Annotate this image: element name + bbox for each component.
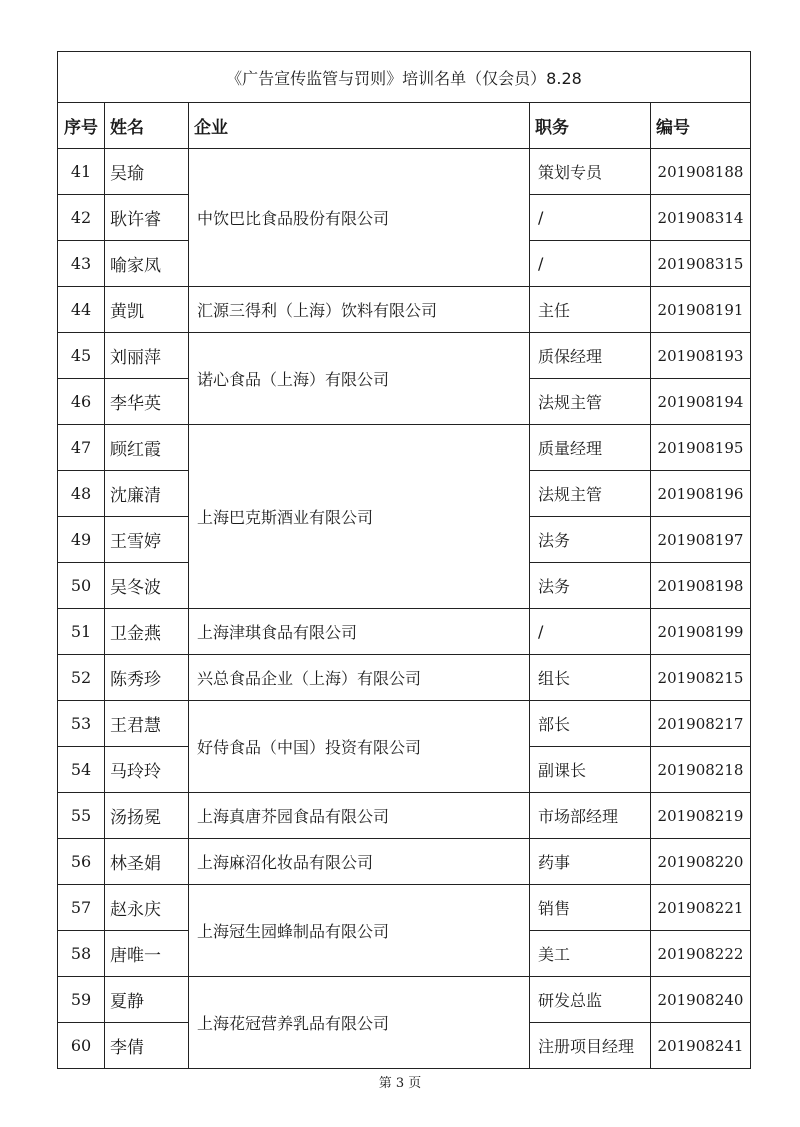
header-row bbox=[58, 103, 751, 149]
member-code: 201908199 bbox=[651, 609, 751, 655]
member-code: 201908315 bbox=[651, 241, 751, 287]
person-name: 黄凯 bbox=[105, 287, 189, 333]
header-no: 序号 bbox=[58, 103, 105, 149]
header-position: 职务 bbox=[530, 103, 651, 149]
table-row bbox=[58, 333, 751, 379]
page-number: 第 3 页 bbox=[378, 1076, 422, 1091]
member-code: 201908218 bbox=[651, 747, 751, 793]
table-title: 《广告宣传监管与罚则》培训名单（仅会员）8.28 bbox=[58, 52, 751, 103]
title-row bbox=[58, 52, 751, 103]
table-row bbox=[58, 609, 751, 655]
job-position: / bbox=[530, 195, 651, 241]
member-code: 201908215 bbox=[651, 655, 751, 701]
member-code: 201908240 bbox=[651, 977, 751, 1023]
member-code: 201908314 bbox=[651, 195, 751, 241]
member-code: 201908198 bbox=[651, 563, 751, 609]
table-row bbox=[58, 977, 751, 1023]
member-code: 201908221 bbox=[651, 885, 751, 931]
person-name: 喻家凤 bbox=[105, 241, 189, 287]
row-number: 57 bbox=[58, 885, 105, 931]
member-code: 201908241 bbox=[651, 1023, 751, 1069]
job-position: 销售 bbox=[530, 885, 651, 931]
row-number: 49 bbox=[58, 517, 105, 563]
table-row bbox=[58, 149, 751, 195]
member-code: 201908217 bbox=[651, 701, 751, 747]
person-name: 李倩 bbox=[105, 1023, 189, 1069]
member-code: 201908219 bbox=[651, 793, 751, 839]
job-position: 法规主管 bbox=[530, 379, 651, 425]
job-position: 美工 bbox=[530, 931, 651, 977]
person-name: 耿许睿 bbox=[105, 195, 189, 241]
person-name: 汤扬冕 bbox=[105, 793, 189, 839]
company-name: 上海真唐芥园食品有限公司 bbox=[189, 793, 530, 839]
job-position: 研发总监 bbox=[530, 977, 651, 1023]
company-name: 上海津琪食品有限公司 bbox=[189, 609, 530, 655]
row-number: 47 bbox=[58, 425, 105, 471]
row-number: 51 bbox=[58, 609, 105, 655]
company-name: 兴总食品企业（上海）有限公司 bbox=[189, 655, 530, 701]
person-name: 李华英 bbox=[105, 379, 189, 425]
table-row bbox=[58, 793, 751, 839]
member-code: 201908220 bbox=[651, 839, 751, 885]
company-name: 上海麻沼化妆品有限公司 bbox=[189, 839, 530, 885]
person-name: 吴瑜 bbox=[105, 149, 189, 195]
row-number: 59 bbox=[58, 977, 105, 1023]
header-company: 企业 bbox=[189, 103, 530, 149]
job-position: 质量经理 bbox=[530, 425, 651, 471]
row-number: 54 bbox=[58, 747, 105, 793]
job-position: 策划专员 bbox=[530, 149, 651, 195]
row-number: 41 bbox=[58, 149, 105, 195]
job-position: 质保经理 bbox=[530, 333, 651, 379]
company-name: 汇源三得利（上海）饮料有限公司 bbox=[189, 287, 530, 333]
job-position: 市场部经理 bbox=[530, 793, 651, 839]
job-position: 法规主管 bbox=[530, 471, 651, 517]
member-code: 201908194 bbox=[651, 379, 751, 425]
job-position: 部长 bbox=[530, 701, 651, 747]
person-name: 刘丽萍 bbox=[105, 333, 189, 379]
person-name: 顾红霞 bbox=[105, 425, 189, 471]
table-row bbox=[58, 287, 751, 333]
row-number: 48 bbox=[58, 471, 105, 517]
table-row bbox=[58, 839, 751, 885]
person-name: 沈廉清 bbox=[105, 471, 189, 517]
row-number: 50 bbox=[58, 563, 105, 609]
job-position: 药事 bbox=[530, 839, 651, 885]
member-code: 201908196 bbox=[651, 471, 751, 517]
row-number: 55 bbox=[58, 793, 105, 839]
job-position: / bbox=[530, 241, 651, 287]
row-number: 53 bbox=[58, 701, 105, 747]
person-name: 夏静 bbox=[105, 977, 189, 1023]
member-code: 201908193 bbox=[651, 333, 751, 379]
person-name: 王雪婷 bbox=[105, 517, 189, 563]
job-position: 法务 bbox=[530, 563, 651, 609]
member-code: 201908222 bbox=[651, 931, 751, 977]
member-code: 201908197 bbox=[651, 517, 751, 563]
row-number: 52 bbox=[58, 655, 105, 701]
row-number: 44 bbox=[58, 287, 105, 333]
row-number: 43 bbox=[58, 241, 105, 287]
table-row bbox=[58, 425, 751, 471]
job-position: 副课长 bbox=[530, 747, 651, 793]
company-name: 上海巴克斯酒业有限公司 bbox=[189, 425, 530, 609]
job-position: 注册项目经理 bbox=[530, 1023, 651, 1069]
row-number: 42 bbox=[58, 195, 105, 241]
member-code: 201908195 bbox=[651, 425, 751, 471]
row-number: 56 bbox=[58, 839, 105, 885]
person-name: 马玲玲 bbox=[105, 747, 189, 793]
trainee-list-table bbox=[57, 51, 751, 1069]
person-name: 陈秀珍 bbox=[105, 655, 189, 701]
table-row bbox=[58, 655, 751, 701]
row-number: 60 bbox=[58, 1023, 105, 1069]
company-name: 上海花冠营养乳品有限公司 bbox=[189, 977, 530, 1069]
company-name: 上海冠生园蜂制品有限公司 bbox=[189, 885, 530, 977]
row-number: 45 bbox=[58, 333, 105, 379]
company-name: 中饮巴比食品股份有限公司 bbox=[189, 149, 530, 287]
job-position: 组长 bbox=[530, 655, 651, 701]
person-name: 卫金燕 bbox=[105, 609, 189, 655]
member-code: 201908188 bbox=[651, 149, 751, 195]
person-name: 林圣娟 bbox=[105, 839, 189, 885]
person-name: 赵永庆 bbox=[105, 885, 189, 931]
company-name: 好侍食品（中国）投资有限公司 bbox=[189, 701, 530, 793]
row-number: 58 bbox=[58, 931, 105, 977]
header-name: 姓名 bbox=[105, 103, 189, 149]
company-name: 诺心食品（上海）有限公司 bbox=[189, 333, 530, 425]
row-number: 46 bbox=[58, 379, 105, 425]
job-position: 主任 bbox=[530, 287, 651, 333]
table-row bbox=[58, 885, 751, 931]
header-code: 编号 bbox=[651, 103, 751, 149]
job-position: 法务 bbox=[530, 517, 651, 563]
person-name: 吴冬波 bbox=[105, 563, 189, 609]
person-name: 唐唯一 bbox=[105, 931, 189, 977]
job-position: / bbox=[530, 609, 651, 655]
table-row bbox=[58, 701, 751, 747]
person-name: 王君慧 bbox=[105, 701, 189, 747]
member-code: 201908191 bbox=[651, 287, 751, 333]
